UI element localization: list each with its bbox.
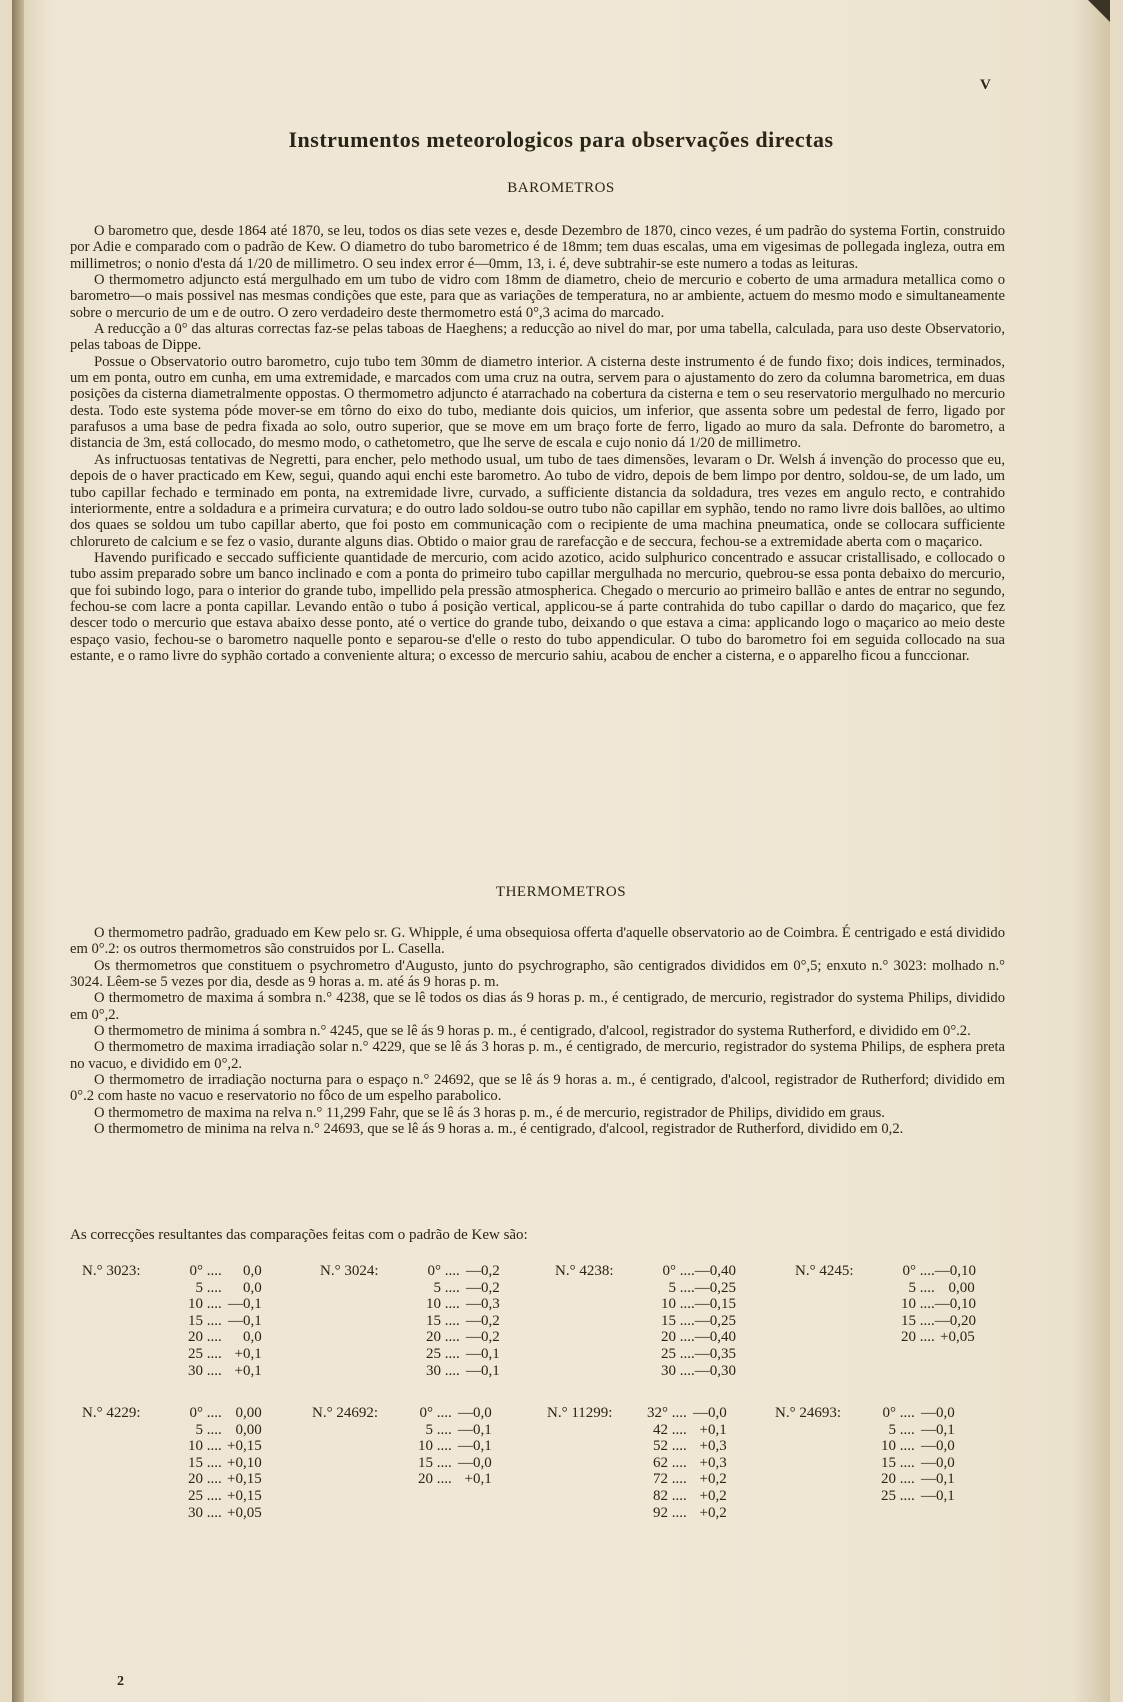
paragraph: O thermometro padrão, graduado em Kew pelo sr. G. Whipple, é uma obsequiosa offerta d'aquelle observatorio ao de Coimbra. É centrigado e está dividido em 0°.2: os outros thermometros são construidos por L. Casella. — [70, 925, 1005, 958]
correction-row — [547, 1471, 727, 1488]
correction-value: —0,2 — [466, 1329, 500, 1346]
temperature-value: 10 — [418, 1438, 433, 1455]
temperature-value: 10 — [881, 1438, 896, 1455]
correction-row — [320, 1363, 500, 1380]
correction-value: —0,2 — [466, 1263, 500, 1279]
temperature-value: 0° — [419, 1405, 433, 1421]
leader-dots: .... — [916, 1296, 935, 1313]
correction-table — [795, 1263, 975, 1346]
leader-dots: .... — [676, 1296, 695, 1313]
correction-row — [795, 1263, 975, 1280]
leader-dots: .... — [896, 1421, 915, 1438]
paragraph: As infructuosas tentativas de Negretti, para encher, pelo methodo usual, um tubo de taes dimensões, levaram o Dr. Welsh á invenção do processo que eu, depois de o haver practicado em Kew, segui, quando aqui enchi este barometro. Ao tubo de vidro, depois de bem limpo por dentro, soldou-se, de um lado, um tubo capillar fechado e terminado em ponta, na extremidade livre, curvado, a sufficiente distancia da soldadura, tres vezes em angulo recto, e contrahido interiormente, entre a soldadura e a primeira curvatura; e do outro lado soldou-se outro tubo não capillar em syphão, tendo no ramo livre dois ballões, ao ultimo dos quaes se soldou um tubo capillar aberto, que foi posto em communicação com o recipiente de uma machina pneumatica, onde se collocara sufficiente chlorureto de calcium e se fez o vasio, durante alguns dias. Obtido o maior grau de rarefacção e de seccura, fechou-se a extremidade aberta com o maçarico. — [70, 451, 1005, 550]
temperature-value: 82 — [653, 1487, 668, 1504]
correction-row — [547, 1505, 727, 1522]
correction-row — [82, 1346, 262, 1363]
correction-value: —0,0 — [921, 1438, 955, 1455]
correction-row — [82, 1455, 262, 1472]
paragraph: O thermometro de irradiação nocturna para o espaço n.° 24692, que se lê ás 9 horas a. m., é centigrado, d'alcool, registrador de Rutherford; dividido em 0°.2 com haste no vacuo e reservatorio no fôco de um espelho parabolico. — [70, 1072, 1005, 1105]
correction-row — [82, 1329, 262, 1346]
leader-dots: .... — [896, 1454, 915, 1471]
temperature-value: 42 — [653, 1421, 668, 1438]
leader-dots: .... — [916, 1263, 935, 1279]
leader-dots: .... — [203, 1471, 222, 1488]
correction-value: 0,0 — [243, 1329, 262, 1346]
leader-dots: .... — [668, 1454, 687, 1471]
correction-row — [555, 1263, 735, 1280]
page — [12, 0, 1110, 1702]
signature-mark: 2 — [117, 1674, 124, 1689]
leader-dots: .... — [676, 1312, 695, 1329]
temperature-value: 15 — [188, 1454, 203, 1471]
temperature-value: 0° — [189, 1405, 203, 1421]
correction-value: —0,25 — [694, 1312, 736, 1329]
correction-row — [775, 1455, 955, 1472]
temperature-value: 0° — [662, 1263, 676, 1279]
correction-table — [82, 1263, 262, 1379]
correction-row — [795, 1280, 975, 1297]
leader-dots: .... — [203, 1454, 222, 1471]
temperature-value: 15 — [881, 1454, 896, 1471]
correction-row — [320, 1329, 500, 1346]
leader-dots: .... — [203, 1329, 222, 1346]
leader-dots: .... — [441, 1329, 460, 1346]
temperature-value: 10 — [426, 1296, 441, 1313]
correction-table — [775, 1405, 955, 1505]
correction-row — [775, 1422, 955, 1439]
leader-dots: .... — [203, 1296, 222, 1313]
paragraph: O thermometro de maxima á sombra n.° 4238, que se lê todos os dias ás 9 horas p. m., é centigrado, de mercurio, registrador do systema Philips, dividido em 0°,2. — [70, 990, 1005, 1023]
correction-row — [320, 1296, 500, 1313]
correction-row — [555, 1296, 735, 1313]
correction-value: +0,1 — [464, 1471, 492, 1488]
leader-dots: .... — [203, 1504, 222, 1521]
leader-dots: .... — [896, 1405, 915, 1421]
correction-row — [795, 1313, 975, 1330]
temperature-value: 10 — [901, 1296, 916, 1313]
correction-value: +0,15 — [227, 1471, 262, 1488]
correction-value: —0,1 — [458, 1421, 492, 1438]
correction-table — [82, 1405, 262, 1521]
correction-value: 0,0 — [243, 1263, 262, 1279]
correction-row — [320, 1263, 500, 1280]
book-spine — [12, 0, 24, 1702]
correction-value: —0,1 — [921, 1471, 955, 1488]
correction-value: +0,10 — [227, 1454, 262, 1471]
correction-row — [312, 1405, 492, 1422]
temperature-value: 30 — [188, 1362, 203, 1379]
leader-dots: .... — [441, 1296, 460, 1313]
temperature-value: 10 — [661, 1296, 676, 1313]
temperature-value: 0° — [882, 1405, 896, 1421]
correction-value: —0,0 — [458, 1454, 492, 1471]
paragraph: Possue o Observatorio outro barometro, cujo tubo tem 30mm de diametro interior. A cisterna deste instrumento é de fundo fixo; dois indices, terminados, um em ponta, outro em cunha, em uma extremidade, e marcados com uma cruz na outra, servem para o ajustamento do zero da columna barometrica, em duas posições da cisterna diametralmente oppostas. O thermometro adjuncto é atarrachado na cobertura da cisterna e tem o seu reservatorio mergulhado no mercurio desta. Todo este systema póde mover-se em tôrno do eixo do tubo, mediante dois quicios, um inferior, que assenta sobre um pedestal de ferro, ligado por parafusos a uma base de pedra fixada ao solo, outro superior, que se move em um braço forte de ferro, ligado ao muro da sala. Defronte do barometro, a distancia de 3m, está collocado, do mesmo modo, o cathetometro, que lhe serve de escala e cujo nonio dá 1/20 de millimetro. — [70, 353, 1005, 452]
correction-table — [312, 1405, 492, 1488]
correction-row — [547, 1438, 727, 1455]
leader-dots: .... — [676, 1279, 695, 1296]
correction-value: —0,0 — [921, 1405, 955, 1421]
correction-value: +0,15 — [227, 1487, 262, 1504]
correction-value: —0,40 — [694, 1329, 736, 1346]
thermometer-label: N.° 24692: — [312, 1405, 378, 1421]
temperature-value: 10 — [188, 1438, 203, 1455]
correction-row — [775, 1405, 955, 1422]
leader-dots: .... — [668, 1438, 687, 1455]
paragraph: O thermometro de minima na relva n.° 24693, que se lê ás 9 horas a. m., é centigrado, d'alcool, registrador de Rutherford, dividido em 0,2. — [94, 1121, 904, 1138]
correction-row — [312, 1438, 492, 1455]
temperature-value: 20 — [661, 1329, 676, 1346]
correction-row — [775, 1438, 955, 1455]
leader-dots: .... — [668, 1504, 687, 1521]
leader-dots: .... — [203, 1405, 222, 1421]
correction-value: —0,35 — [694, 1345, 736, 1362]
correction-value: 0,0 — [243, 1279, 262, 1296]
temperature-value: 25 — [426, 1345, 441, 1362]
correction-row — [555, 1329, 735, 1346]
correction-value: —0,1 — [458, 1438, 492, 1455]
correction-row — [775, 1488, 955, 1505]
correction-row — [320, 1346, 500, 1363]
paragraph: Havendo purificado e seccado sufficiente quantidade de mercurio, com acido azotico, acido sulphurico concentrado e assucar cristallisado, e collocado o tubo assim preparado sobre um banco inclinado e com a ponta do primeiro tubo capillar mergulhada no mercurio, quebrou-se essa ponta debaixo do mercurio, que foi subindo logo, para o interior do grande tubo, impellido pela pressão atmospherica. Chegado o mercurio ao primeiro ballão e antes de entrar no segundo, fechou-se com lacre a ponta capillar. Levando então o tubo á posição vertical, applicou-se á parte contrahida do tubo capillar o dardo do maçarico, que fez descer todo o mercurio que estava abaixo desse ponto, até o vertice do grande tubo, deixando o que estava a cima: applicando logo o maçarico ao meio deste espaço vasio, fechou-se o barometro naquelle ponto e separou-se d'elle o resto do tubo appendicular. O tubo do barometro foi em seguida collocado na sua estante, e o ramo livre do syphão cortado a conveniente altura; o excesso de mercurio sahiu, acabou de encher a cisterna, e o apparelho ficou a funccionar. — [70, 549, 1005, 664]
temperature-value: 5 — [195, 1279, 203, 1296]
leader-dots: .... — [433, 1438, 452, 1455]
leader-dots: .... — [203, 1362, 222, 1379]
leader-dots: .... — [676, 1263, 695, 1279]
page-corner — [1088, 0, 1110, 22]
temperature-value: 62 — [653, 1454, 668, 1471]
correction-value: —0,1 — [228, 1296, 262, 1313]
leader-dots: .... — [916, 1312, 935, 1329]
temperature-value: 92 — [653, 1504, 668, 1521]
correction-row — [82, 1263, 262, 1280]
thermometer-label: N.° 3023: — [82, 1263, 141, 1279]
correction-value: —0,10 — [934, 1263, 976, 1279]
correction-row — [555, 1346, 735, 1363]
temperature-value: 25 — [661, 1345, 676, 1362]
correction-row — [555, 1280, 735, 1297]
correction-row — [82, 1363, 262, 1380]
correction-row — [547, 1422, 727, 1439]
correction-row — [795, 1296, 975, 1313]
correction-value: —0,40 — [694, 1263, 736, 1279]
correction-row — [82, 1313, 262, 1330]
correction-value: 0,00 — [948, 1279, 975, 1296]
leader-dots: .... — [203, 1487, 222, 1504]
correction-value: +0,3 — [699, 1454, 727, 1471]
leader-dots: .... — [433, 1471, 452, 1488]
leader-dots: .... — [676, 1345, 695, 1362]
thermometer-label: N.° 11299: — [547, 1405, 613, 1421]
temperature-value: 30 — [426, 1362, 441, 1379]
temperature-value: 15 — [661, 1312, 676, 1329]
correction-value: —0,1 — [466, 1362, 500, 1379]
leader-dots: .... — [203, 1421, 222, 1438]
correction-value: —0,30 — [694, 1362, 736, 1379]
correction-row — [82, 1505, 262, 1522]
leader-dots: .... — [896, 1438, 915, 1455]
correction-row — [555, 1363, 735, 1380]
correction-value: —0,0 — [921, 1454, 955, 1471]
leader-dots: .... — [668, 1405, 687, 1421]
correction-value: —0,2 — [466, 1279, 500, 1296]
correction-row — [775, 1471, 955, 1488]
correction-row — [82, 1405, 262, 1422]
correction-row — [82, 1422, 262, 1439]
correction-value: +0,1 — [234, 1345, 262, 1362]
correction-row — [312, 1422, 492, 1439]
leader-dots: .... — [433, 1405, 452, 1421]
thermometer-label: N.° 4229: — [82, 1405, 141, 1421]
temperature-value: 30 — [188, 1504, 203, 1521]
temperature-value: 0° — [902, 1263, 916, 1279]
correction-row — [82, 1488, 262, 1505]
correction-row — [82, 1471, 262, 1488]
correction-row — [555, 1313, 735, 1330]
correction-value: +0,2 — [699, 1487, 727, 1504]
paragraph: O thermometro adjuncto está mergulhado em um tubo de vidro com 18mm de diametro, cheio de mercurio e coberto de uma armadura metallica como o barometro—o mais possivel nas mesmas condições que este, para que as variações de temperatura, no ar ambiente, actuem do mesmo modo e simultaneamente sobre o mercurio de um e de outro. O zero verdadeiro deste thermometro está 0°,3 acima do marcado. — [70, 272, 1005, 321]
leader-dots: .... — [676, 1362, 695, 1379]
corrections-intro: As correcções resultantes das comparações feitas com o padrão de Kew são: — [70, 1227, 528, 1243]
paragraph: A reducção a 0° das alturas correctas faz-se pelas taboas de Haeghens; a reducção ao nivel do mar, por uma tabella, calculada, para uso deste Observatorio, pelas taboas de Dippe. — [70, 321, 1005, 354]
temperature-value: 20 — [426, 1329, 441, 1346]
leader-dots: .... — [896, 1487, 915, 1504]
temperature-value: 25 — [881, 1487, 896, 1504]
correction-value: +0,3 — [699, 1438, 727, 1455]
correction-value: —0,3 — [466, 1296, 500, 1313]
temperature-value: 5 — [195, 1421, 203, 1438]
temperature-value: 0° — [427, 1263, 441, 1279]
temperature-value: 10 — [188, 1296, 203, 1313]
correction-table — [320, 1263, 500, 1379]
temperature-value: 20 — [188, 1329, 203, 1346]
correction-row — [320, 1313, 500, 1330]
correction-value: —0,1 — [466, 1345, 500, 1362]
leader-dots: .... — [203, 1263, 222, 1279]
correction-value: —0,10 — [934, 1296, 976, 1313]
temperature-value: 15 — [901, 1312, 916, 1329]
correction-value: —0,20 — [934, 1312, 976, 1329]
temperature-value: 72 — [653, 1471, 668, 1488]
temperature-value: 20 — [901, 1329, 916, 1346]
correction-row — [82, 1280, 262, 1297]
temperature-value: 52 — [653, 1438, 668, 1455]
leader-dots: .... — [441, 1345, 460, 1362]
correction-table — [547, 1405, 727, 1521]
thermometer-label: N.° 24693: — [775, 1405, 841, 1421]
correction-row — [795, 1329, 975, 1346]
leader-dots: .... — [676, 1329, 695, 1346]
barometros-text — [70, 223, 1005, 664]
leader-dots: .... — [203, 1312, 222, 1329]
correction-value: —0,1 — [921, 1421, 955, 1438]
thermometer-label: N.° 3024: — [320, 1263, 379, 1279]
temperature-value: 5 — [433, 1279, 441, 1296]
correction-value: +0,05 — [940, 1329, 975, 1346]
barometros-heading: BAROMETROS — [507, 180, 615, 196]
correction-value: +0,1 — [699, 1421, 727, 1438]
temperature-value: 25 — [188, 1345, 203, 1362]
temperature-value: 5 — [668, 1279, 676, 1296]
leader-dots: .... — [916, 1279, 935, 1296]
leader-dots: .... — [916, 1329, 935, 1346]
leader-dots: .... — [441, 1362, 460, 1379]
correction-table — [555, 1263, 735, 1379]
correction-row — [547, 1455, 727, 1472]
leader-dots: .... — [203, 1438, 222, 1455]
leader-dots: .... — [433, 1454, 452, 1471]
paragraph: O thermometro de maxima na relva n.° 11,299 Fahr, que se lê ás 3 horas p. m., é de mercurio, registrador de Philips, dividido em graus. — [94, 1104, 885, 1121]
paragraph: O barometro que, desde 1864 até 1870, se leu, todos os dias sete vezes e, desde Dezembro de 1870, cinco vezes, é um padrão do systema Fortin, construido por Adie e comparado com o padrão de Kew. O diametro do tubo barometrico é de 18mm; tem duas escalas, uma em vigesimas de pollegada ingleza, outra em millimetros; o nonio d'esta dá 1/20 de millimetro. O seu index error é—0mm, 13, i. é, deve subtrahir-se este numero a todas as leituras. — [70, 223, 1005, 272]
correction-value: —0,1 — [228, 1312, 262, 1329]
temperature-value: 25 — [188, 1487, 203, 1504]
leader-dots: .... — [441, 1279, 460, 1296]
paragraph: O thermometro de maxima irradiação solar n.° 4229, que se lê ás 3 horas p. m., é centigrado, de mercurio, registrador do systema Philips, de esphera preta no vacuo, e dividido em 0°,2. — [70, 1039, 1005, 1072]
correction-value: +0,15 — [227, 1438, 262, 1455]
leader-dots: .... — [668, 1487, 687, 1504]
correction-value: 0,00 — [235, 1421, 262, 1438]
page-title: Instrumentos meteorologicos para observações directas — [288, 127, 834, 152]
correction-value: +0,2 — [699, 1504, 727, 1521]
temperature-value: 15 — [418, 1454, 433, 1471]
temperature-value: 5 — [908, 1279, 916, 1296]
correction-row — [82, 1438, 262, 1455]
correction-row — [547, 1405, 727, 1422]
leader-dots: .... — [203, 1345, 222, 1362]
correction-row — [547, 1488, 727, 1505]
leader-dots: .... — [433, 1421, 452, 1438]
correction-value: 0,00 — [235, 1405, 262, 1421]
correction-value: —0,0 — [458, 1405, 492, 1421]
correction-row — [312, 1471, 492, 1488]
temperature-value: 20 — [418, 1471, 433, 1488]
thermometer-label: N.° 4238: — [555, 1263, 614, 1279]
leader-dots: .... — [896, 1471, 915, 1488]
temperature-value: 20 — [881, 1471, 896, 1488]
correction-value: —0,1 — [921, 1487, 955, 1504]
correction-value: —0,15 — [694, 1296, 736, 1313]
leader-dots: .... — [668, 1471, 687, 1488]
correction-value: +0,05 — [227, 1504, 262, 1521]
paragraph: O thermometro de minima á sombra n.° 4245, que se lê ás 9 horas p. m., é centigrado, d'alcool, registrador do systema Rutherford, e dividido em 0°.2. — [94, 1023, 971, 1040]
temperature-value: 5 — [888, 1421, 896, 1438]
thermometros-text — [70, 925, 1005, 1137]
thermometros-heading: THERMOMETROS — [495, 884, 627, 900]
thermometer-label: N.° 4245: — [795, 1263, 854, 1279]
leader-dots: .... — [668, 1421, 687, 1438]
temperature-value: 15 — [426, 1312, 441, 1329]
correction-row — [82, 1296, 262, 1313]
correction-value: +0,1 — [234, 1362, 262, 1379]
temperature-value: 30 — [661, 1362, 676, 1379]
correction-value: —0,2 — [466, 1312, 500, 1329]
correction-value: —0,25 — [694, 1279, 736, 1296]
temperature-value: 0° — [189, 1263, 203, 1279]
correction-value: +0,2 — [699, 1471, 727, 1488]
paragraph: Os thermometros que constituem o psychrometro d'Augusto, junto do psychrographo, são centigrados divididos em 0°,5; enxuto n.° 3023: molhado n.° 3024. Lêem-se 5 vezes por dia, desde as 9 horas a. m. até ás 9 horas p. m. — [70, 957, 1005, 991]
correction-value: —0,0 — [693, 1405, 727, 1421]
correction-row — [320, 1280, 500, 1297]
temperature-value: 15 — [188, 1312, 203, 1329]
temperature-value: 5 — [425, 1421, 433, 1438]
temperature-value: 32° — [647, 1405, 668, 1421]
page-number: V — [980, 77, 991, 93]
leader-dots: .... — [441, 1312, 460, 1329]
temperature-value: 20 — [188, 1471, 203, 1488]
leader-dots: .... — [203, 1279, 222, 1296]
leader-dots: .... — [441, 1263, 460, 1279]
correction-row — [312, 1455, 492, 1472]
